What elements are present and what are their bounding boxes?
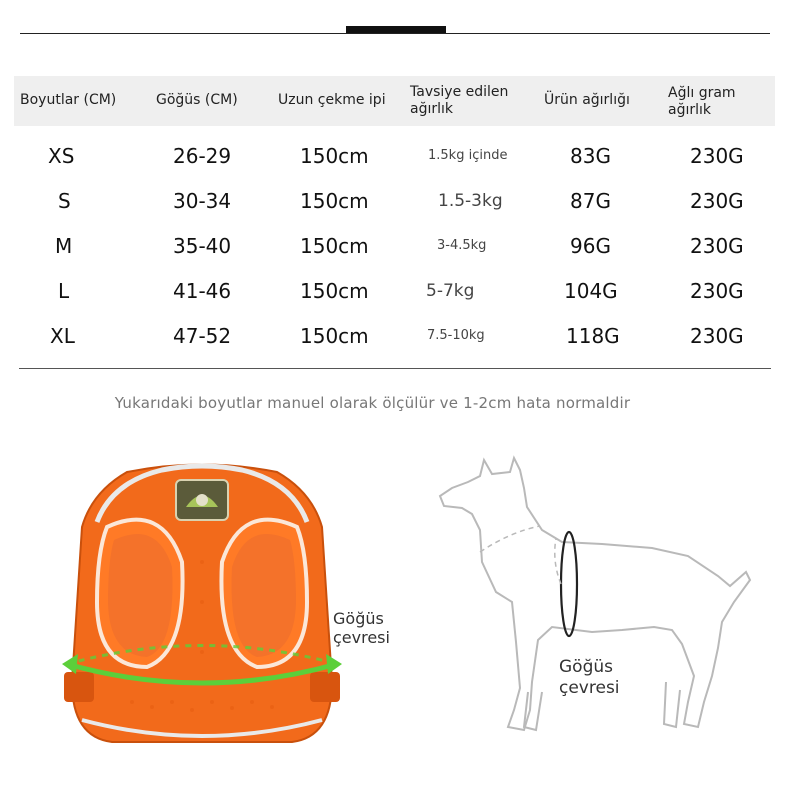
header-size: Boyutlar (CM) [20, 92, 117, 108]
cell-size: XL [50, 324, 75, 348]
table-row [14, 273, 775, 309]
cell-leash: 150cm [300, 324, 369, 348]
cell-chest: 41-46 [173, 279, 232, 303]
harness-image [52, 452, 352, 756]
cell-gross-weight: 230G [690, 324, 744, 348]
harness-chest-label [333, 609, 390, 647]
dog-label-line-2: çevresi [559, 678, 620, 698]
cell-gross-weight: 230G [690, 279, 744, 303]
size-table [14, 76, 775, 348]
cell-size: L [58, 279, 70, 303]
cell-leash: 150cm [300, 189, 369, 213]
cell-recommended-weight: 7.5-10kg [427, 328, 485, 343]
dog-outline-image [432, 452, 772, 756]
cell-product-weight: 104G [564, 279, 618, 303]
cell-recommended-weight: 5-7kg [426, 281, 475, 301]
table-row [14, 138, 775, 174]
header-gross-weight: Ağlı gram ağırlık [668, 85, 736, 118]
cell-chest: 35-40 [173, 234, 232, 258]
table-header [14, 76, 775, 126]
cell-gross-weight: 230G [690, 234, 744, 258]
table-bottom-divider [19, 368, 771, 369]
cell-size: S [58, 189, 71, 213]
cell-size: M [55, 234, 73, 258]
header-chest: Göğüs (CM) [156, 92, 238, 108]
dog-label-line-1: Göğüs [559, 657, 613, 677]
top-divider [20, 33, 770, 34]
header-leash: Uzun çekme ipi [278, 92, 386, 108]
cell-leash: 150cm [300, 144, 369, 168]
cell-size: XS [48, 144, 75, 168]
cell-product-weight: 87G [570, 189, 611, 213]
cell-leash: 150cm [300, 279, 369, 303]
measurement-note: Yukarıdaki boyutlar manuel olarak ölçülür ve 1-2cm hata normaldir [114, 394, 631, 412]
table-row [14, 183, 775, 219]
dog-chest-label [559, 657, 620, 699]
cell-chest: 47-52 [173, 324, 232, 348]
cell-product-weight: 118G [566, 324, 620, 348]
cell-product-weight: 83G [570, 144, 611, 168]
cell-recommended-weight: 1.5kg içinde [428, 148, 508, 163]
harness-label-line-2: çevresi [333, 628, 390, 647]
cell-chest: 30-34 [173, 189, 232, 213]
cell-gross-weight: 230G [690, 189, 744, 213]
cell-recommended-weight: 1.5-3kg [438, 191, 503, 211]
cell-gross-weight: 230G [690, 144, 744, 168]
cell-recommended-weight: 3-4.5kg [437, 238, 487, 253]
harness-label-line-1: Göğüs [333, 609, 384, 628]
table-row [14, 318, 775, 354]
cell-leash: 150cm [300, 234, 369, 258]
header-recommended-weight: Tavsiye edilen ağırlık [410, 84, 509, 117]
header-product-weight: Ürün ağırlığı [544, 92, 630, 108]
cell-chest: 26-29 [173, 144, 232, 168]
cell-product-weight: 96G [570, 234, 611, 258]
table-row [14, 228, 775, 264]
